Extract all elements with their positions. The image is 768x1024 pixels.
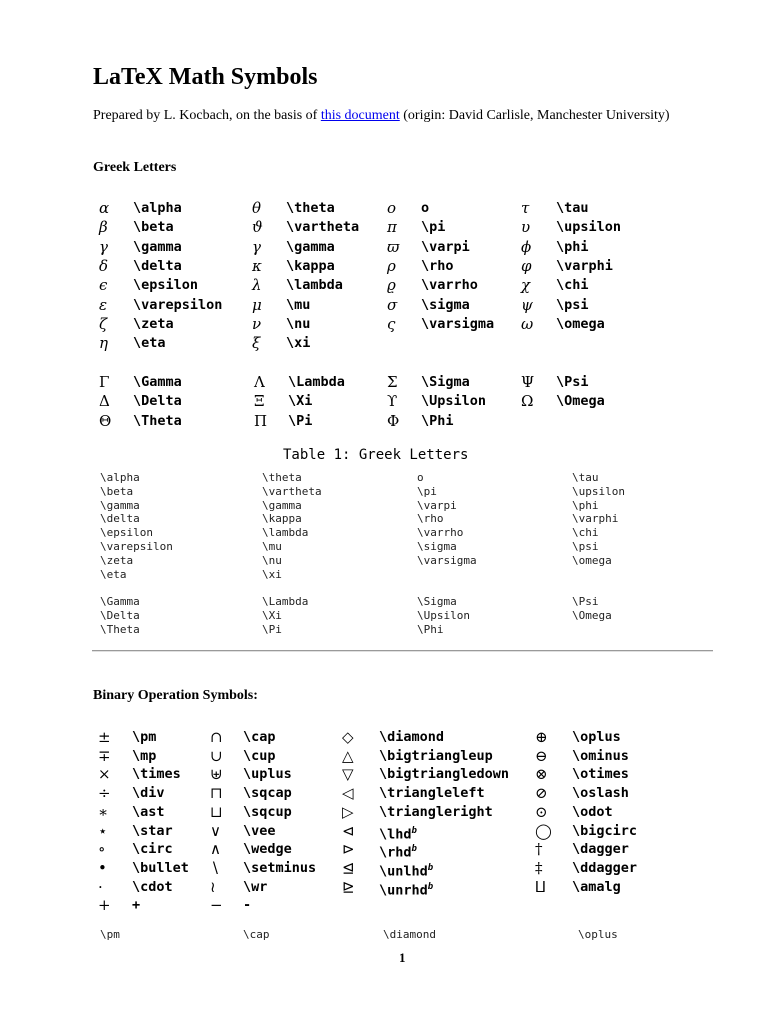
symbol-glyph: ⋆ xyxy=(98,821,108,840)
plain-command: \rho xyxy=(417,512,444,526)
latex-command-text: \gamma xyxy=(133,238,182,255)
symbol-glyph: ⊕ xyxy=(535,728,548,746)
latex-command xyxy=(286,218,359,237)
latex-command xyxy=(421,392,486,411)
latex-command-text: - xyxy=(243,897,252,914)
plain-command: \xi xyxy=(262,567,282,581)
plain-command: \varrho xyxy=(417,526,464,540)
latex-command-text: o xyxy=(421,200,430,216)
latex-command xyxy=(556,257,613,276)
symbol-glyph: Δ xyxy=(99,392,110,411)
footnote-marker: b xyxy=(427,881,434,892)
latex-command-text: \zeta xyxy=(133,315,174,332)
latex-command xyxy=(572,859,637,878)
plain-command: \beta xyxy=(100,484,134,498)
symbol-glyph: ϖ xyxy=(387,237,400,256)
latex-command-text: \eta xyxy=(133,335,166,352)
latex-command xyxy=(556,199,589,218)
symbol-glyph: ϱ xyxy=(387,276,396,295)
plain-command: \Delta xyxy=(100,608,140,622)
latex-command-text: + xyxy=(132,897,141,914)
latex-command xyxy=(132,859,189,878)
plain-command: \lambda xyxy=(262,526,309,540)
latex-command xyxy=(421,276,478,295)
plain-command: \varsigma xyxy=(417,553,477,567)
prepared-prefix: Prepared by L. Kocbach, on the basis of xyxy=(93,108,321,123)
latex-command xyxy=(243,784,292,803)
plain-command: \psi xyxy=(572,540,599,553)
symbol-glyph: ⨿ xyxy=(535,877,546,896)
latex-command-text: \Sigma xyxy=(421,374,470,390)
symbol-glyph: ⊔ xyxy=(210,802,223,821)
latex-command xyxy=(286,257,335,276)
symbol-glyph: ± xyxy=(98,728,111,746)
latex-command-text: \Delta xyxy=(133,393,182,410)
latex-command-text: \mp xyxy=(132,747,157,764)
latex-command-text: \Psi xyxy=(556,374,589,390)
symbol-glyph: ▽ xyxy=(342,765,354,784)
latex-command xyxy=(379,728,444,747)
latex-command xyxy=(286,296,310,315)
latex-command-text: \sqcap xyxy=(243,785,292,802)
latex-command-text: \circ xyxy=(132,841,173,858)
latex-command-text: \nu xyxy=(286,315,311,332)
symbol-glyph: • xyxy=(98,858,107,877)
plain-command: \Upsilon xyxy=(417,608,470,622)
plain-command: \vartheta xyxy=(262,484,322,498)
latex-command-text: \alpha xyxy=(133,200,182,216)
symbol-glyph: ⊘ xyxy=(535,784,548,803)
plain-command: \epsilon xyxy=(100,526,153,540)
latex-command-text: \Upsilon xyxy=(421,393,487,410)
latex-command xyxy=(379,878,433,901)
symbol-glyph: ∘ xyxy=(98,840,106,859)
latex-command xyxy=(133,334,166,353)
plain-command: \gamma xyxy=(262,498,302,512)
plain-command: \delta xyxy=(100,512,140,526)
symbol-glyph: δ xyxy=(99,256,109,275)
symbol-glyph: μ xyxy=(252,295,262,314)
latex-command-text: \vee xyxy=(243,822,276,839)
latex-command-text: \psi xyxy=(556,296,589,313)
plain-command: \varphi xyxy=(572,512,619,526)
latex-command xyxy=(421,296,470,315)
symbol-glyph: ⊖ xyxy=(535,746,548,765)
latex-command xyxy=(132,747,156,766)
plain-command: \Psi xyxy=(572,595,599,608)
latex-command-text: \ddagger xyxy=(572,859,638,876)
latex-command xyxy=(133,412,182,431)
latex-command-text: \gamma xyxy=(286,238,335,255)
symbol-glyph: θ xyxy=(252,199,262,217)
section-divider xyxy=(92,650,713,652)
latex-command xyxy=(133,392,182,411)
symbol-glyph: △ xyxy=(342,746,354,765)
latex-command-text: \delta xyxy=(133,257,182,274)
latex-command xyxy=(133,276,198,295)
latex-command-text: \oslash xyxy=(572,785,629,802)
greek-letters-heading: Greek Letters xyxy=(93,160,177,175)
latex-command-text: \lhd xyxy=(379,826,412,842)
latex-command-text: \triangleright xyxy=(379,803,493,820)
latex-command-text: \bigcirc xyxy=(572,822,638,839)
latex-command-text: \Pi xyxy=(288,412,313,429)
latex-command-text: \rho xyxy=(421,257,454,274)
symbol-glyph: τ xyxy=(521,199,530,217)
source-document-link[interactable]: this document xyxy=(320,108,400,123)
latex-command xyxy=(572,840,629,859)
symbol-glyph: ◁ xyxy=(342,784,354,803)
plain-command: \cap xyxy=(243,928,270,941)
latex-command xyxy=(572,728,621,747)
plain-command: \oplus xyxy=(578,928,618,941)
symbol-glyph: ρ xyxy=(387,256,396,275)
symbol-glyph: ∪ xyxy=(210,746,223,765)
symbol-glyph: ⊳ xyxy=(342,840,355,859)
symbol-glyph: ς xyxy=(387,314,396,333)
latex-command-text: \sqcup xyxy=(243,803,292,820)
symbol-glyph: ▷ xyxy=(342,802,354,821)
plain-command: \nu xyxy=(262,553,282,567)
plain-command: \Xi xyxy=(262,608,282,622)
plain-command: \gamma xyxy=(100,498,140,512)
binary-operation-heading: Binary Operation Symbols: xyxy=(93,688,258,703)
symbol-glyph: ‡ xyxy=(535,858,543,877)
symbol-glyph: ∧ xyxy=(210,840,221,859)
symbol-glyph: ϕ xyxy=(521,237,532,256)
symbol-glyph: α xyxy=(99,199,110,217)
symbol-glyph: ⊵ xyxy=(342,877,355,896)
plain-command: \Pi xyxy=(262,622,282,636)
latex-command xyxy=(288,392,312,411)
symbol-glyph: ⊴ xyxy=(342,858,355,877)
latex-command-text: \star xyxy=(132,822,173,839)
latex-command-text: \wr xyxy=(243,878,268,895)
plain-command: \theta xyxy=(262,471,302,484)
symbol-glyph: β xyxy=(99,218,108,237)
symbol-glyph: υ xyxy=(521,218,531,237)
latex-command xyxy=(288,373,345,392)
latex-command xyxy=(286,199,335,218)
plain-command: \chi xyxy=(572,526,599,540)
plain-command: \pm xyxy=(100,928,120,941)
latex-command xyxy=(421,315,494,334)
latex-command xyxy=(572,878,621,897)
latex-command-text: \unlhd xyxy=(379,863,428,880)
symbol-glyph: κ xyxy=(252,256,262,275)
latex-command-text: \uplus xyxy=(243,766,292,783)
symbol-glyph: ζ xyxy=(99,314,108,333)
latex-command xyxy=(243,747,276,766)
symbol-glyph: ∩ xyxy=(210,728,223,746)
latex-command-text: \times xyxy=(132,766,181,783)
latex-command xyxy=(286,276,343,295)
symbol-glyph: χ xyxy=(521,276,531,295)
symbol-glyph: ω xyxy=(521,314,534,333)
latex-command xyxy=(286,315,310,334)
latex-command-text: \mu xyxy=(286,296,311,313)
symbol-glyph: · xyxy=(98,877,103,896)
latex-command xyxy=(243,878,267,897)
symbol-glyph: ◇ xyxy=(342,728,354,746)
latex-command xyxy=(556,296,589,315)
latex-command-text: \diamond xyxy=(379,729,445,745)
plain-command: \Sigma xyxy=(417,595,457,608)
plain-command: \Phi xyxy=(417,622,444,636)
latex-command-text: \varphi xyxy=(556,257,613,274)
plain-command: \phi xyxy=(572,498,599,512)
latex-command xyxy=(572,784,629,803)
latex-command xyxy=(572,803,613,822)
symbol-glyph: Φ xyxy=(387,411,400,430)
symbol-glyph: ξ xyxy=(252,334,261,353)
symbol-glyph: ⊙ xyxy=(535,802,548,821)
latex-command xyxy=(379,803,493,822)
symbol-glyph: ∖ xyxy=(210,858,220,877)
plain-command: \eta xyxy=(100,567,127,581)
plain-command: \diamond xyxy=(383,928,436,941)
latex-command xyxy=(421,412,454,431)
latex-command-text: \pm xyxy=(132,729,157,745)
latex-command-text: \phi xyxy=(556,238,589,255)
plain-command: \Omega xyxy=(572,608,612,622)
latex-command-text: \wedge xyxy=(243,841,292,858)
plain-command: o xyxy=(417,471,424,484)
footnote-marker: b xyxy=(427,862,434,873)
latex-command-text: \Theta xyxy=(133,412,182,429)
plain-command: \kappa xyxy=(262,512,302,526)
latex-command xyxy=(132,822,173,841)
latex-command-text: \Xi xyxy=(288,393,313,410)
latex-command xyxy=(133,199,182,218)
latex-command xyxy=(286,238,335,257)
latex-command xyxy=(133,257,182,276)
latex-command-text: \varrho xyxy=(421,277,478,294)
plain-command: \sigma xyxy=(417,540,457,553)
symbol-glyph: η xyxy=(99,334,108,353)
latex-command-text: \beta xyxy=(133,219,174,236)
latex-command-text: \bigtriangledown xyxy=(379,766,510,783)
latex-command-text: \oplus xyxy=(572,729,621,745)
symbol-glyph: λ xyxy=(252,276,262,295)
latex-command-text: \tau xyxy=(556,200,589,216)
latex-command-text: \bullet xyxy=(132,859,189,876)
latex-command-text: \omega xyxy=(556,315,605,332)
latex-command xyxy=(133,373,182,392)
latex-command-text: \amalg xyxy=(572,878,621,895)
latex-command-text: \unrhd xyxy=(379,882,428,899)
symbol-glyph: × xyxy=(98,765,111,784)
latex-command-text: \theta xyxy=(286,200,335,216)
symbol-glyph: ν xyxy=(252,314,262,333)
latex-command xyxy=(243,803,292,822)
latex-command xyxy=(243,822,276,841)
symbol-glyph: ⊓ xyxy=(210,784,223,803)
latex-command xyxy=(556,392,605,411)
symbol-glyph: Ψ xyxy=(521,373,535,391)
latex-command-text: \lambda xyxy=(286,277,343,294)
symbol-glyph: Σ xyxy=(387,373,398,391)
latex-command xyxy=(133,315,174,334)
latex-command xyxy=(556,315,605,334)
latex-command-text: \Lambda xyxy=(288,374,345,390)
latex-command xyxy=(421,199,429,218)
latex-command xyxy=(556,373,589,392)
symbol-glyph: ∗ xyxy=(98,802,109,821)
latex-command xyxy=(556,276,589,295)
plain-command: \tau xyxy=(572,471,599,484)
latex-command xyxy=(421,257,454,276)
latex-command-text: \varpi xyxy=(421,238,470,255)
latex-command xyxy=(421,218,445,237)
symbol-glyph: φ xyxy=(521,256,532,275)
latex-command xyxy=(133,218,174,237)
latex-command xyxy=(133,238,182,257)
latex-command xyxy=(132,728,156,747)
page-title: LaTeX Math Symbols xyxy=(93,64,318,90)
prepared-by-line xyxy=(93,108,670,124)
table-caption: Table 1: Greek Letters xyxy=(283,447,469,463)
latex-command xyxy=(421,373,470,392)
latex-command-text: \rhd xyxy=(379,844,412,861)
latex-command-text: \odot xyxy=(572,803,613,820)
footnote-marker: b xyxy=(411,844,417,855)
latex-command-text: \xi xyxy=(286,335,311,352)
latex-command xyxy=(556,238,589,257)
symbol-glyph: ⊲ xyxy=(342,821,355,840)
plain-command: \Theta xyxy=(100,622,140,636)
symbol-glyph: ε xyxy=(99,295,108,314)
latex-command xyxy=(132,840,173,859)
latex-command xyxy=(288,412,312,431)
latex-command-text: \Omega xyxy=(556,393,605,410)
latex-command xyxy=(132,896,140,915)
symbol-glyph: + xyxy=(98,896,111,915)
symbol-glyph: ϒ xyxy=(387,392,398,411)
page-number: 1 xyxy=(399,950,406,965)
footnote-marker: b xyxy=(411,825,417,836)
symbol-glyph: σ xyxy=(387,295,398,314)
latex-command-text: \cup xyxy=(243,747,276,764)
symbol-glyph: γ xyxy=(99,237,108,256)
latex-command-text: \vartheta xyxy=(286,219,360,236)
latex-command xyxy=(379,747,493,766)
symbol-glyph: Γ xyxy=(99,373,110,391)
prepared-suffix: (origin: David Carlisle, Manchester University) xyxy=(399,108,670,123)
symbol-glyph: ψ xyxy=(521,295,533,314)
latex-command-text: \ast xyxy=(132,803,165,820)
latex-command xyxy=(243,765,292,784)
latex-command xyxy=(132,784,165,803)
latex-command-text: \pi xyxy=(421,219,446,236)
plain-command: \omega xyxy=(572,553,612,567)
plain-command: \upsilon xyxy=(572,484,625,498)
plain-command: \Gamma xyxy=(100,595,140,608)
plain-command: \mu xyxy=(262,540,282,553)
latex-command-text: \upsilon xyxy=(556,219,622,236)
symbol-glyph: π xyxy=(387,218,397,237)
latex-command-text: \cdot xyxy=(132,878,173,895)
symbol-glyph: ◯ xyxy=(535,821,552,840)
symbol-glyph: † xyxy=(535,840,543,859)
latex-command-text: \cap xyxy=(243,729,276,745)
symbol-glyph: ⊗ xyxy=(535,765,548,784)
symbol-glyph: ≀ xyxy=(210,877,216,896)
latex-command-text: \kappa xyxy=(286,257,335,274)
symbol-glyph: Ξ xyxy=(254,392,265,411)
latex-command-text: \epsilon xyxy=(133,277,199,294)
symbol-glyph: Π xyxy=(254,411,268,430)
latex-command xyxy=(132,803,165,822)
symbol-glyph: ⊎ xyxy=(210,765,223,784)
symbol-glyph: ϑ xyxy=(252,218,263,237)
latex-command-text: \bigtriangleup xyxy=(379,747,493,764)
plain-command: \alpha xyxy=(100,471,140,484)
plain-command: \pi xyxy=(417,484,437,498)
latex-command-text: \div xyxy=(132,785,165,802)
latex-command xyxy=(421,238,470,257)
symbol-glyph: γ xyxy=(252,237,261,256)
latex-command xyxy=(132,878,173,897)
latex-command xyxy=(556,218,621,237)
latex-command xyxy=(133,296,222,315)
symbol-glyph: ϵ xyxy=(99,276,108,295)
latex-command-text: \setminus xyxy=(243,859,317,876)
plain-command: \zeta xyxy=(100,553,134,567)
latex-command-text: \triangleleft xyxy=(379,785,485,802)
latex-command xyxy=(572,765,629,784)
latex-command-text: \varepsilon xyxy=(133,296,223,313)
latex-command xyxy=(243,859,316,878)
latex-command-text: \Phi xyxy=(421,412,454,429)
latex-command-text: \varsigma xyxy=(421,315,495,332)
symbol-glyph: o xyxy=(387,199,397,217)
plain-command: \Lambda xyxy=(262,595,309,608)
plain-command: \varepsilon xyxy=(100,540,173,553)
symbol-glyph: Θ xyxy=(99,411,112,430)
latex-command-text: \chi xyxy=(556,277,589,294)
latex-command-text: \otimes xyxy=(572,766,629,783)
latex-command-text: \ominus xyxy=(572,747,629,764)
latex-command-text: \Gamma xyxy=(133,374,182,390)
latex-command xyxy=(286,334,310,353)
latex-command-text: \sigma xyxy=(421,296,470,313)
latex-command xyxy=(243,728,276,747)
latex-command xyxy=(572,747,629,766)
latex-command xyxy=(132,765,181,784)
symbol-glyph: Λ xyxy=(254,373,265,391)
plain-command: \varpi xyxy=(417,498,457,512)
latex-command xyxy=(572,822,637,841)
latex-command xyxy=(379,765,509,784)
latex-command xyxy=(379,784,485,803)
latex-command xyxy=(243,896,251,915)
symbol-glyph: Ω xyxy=(521,392,534,411)
latex-command xyxy=(243,840,292,859)
symbol-glyph: ∨ xyxy=(210,821,221,840)
symbol-glyph: ÷ xyxy=(98,784,111,803)
symbol-glyph: ∓ xyxy=(98,746,111,765)
symbol-glyph: − xyxy=(210,896,223,915)
latex-command-text: \dagger xyxy=(572,841,629,858)
